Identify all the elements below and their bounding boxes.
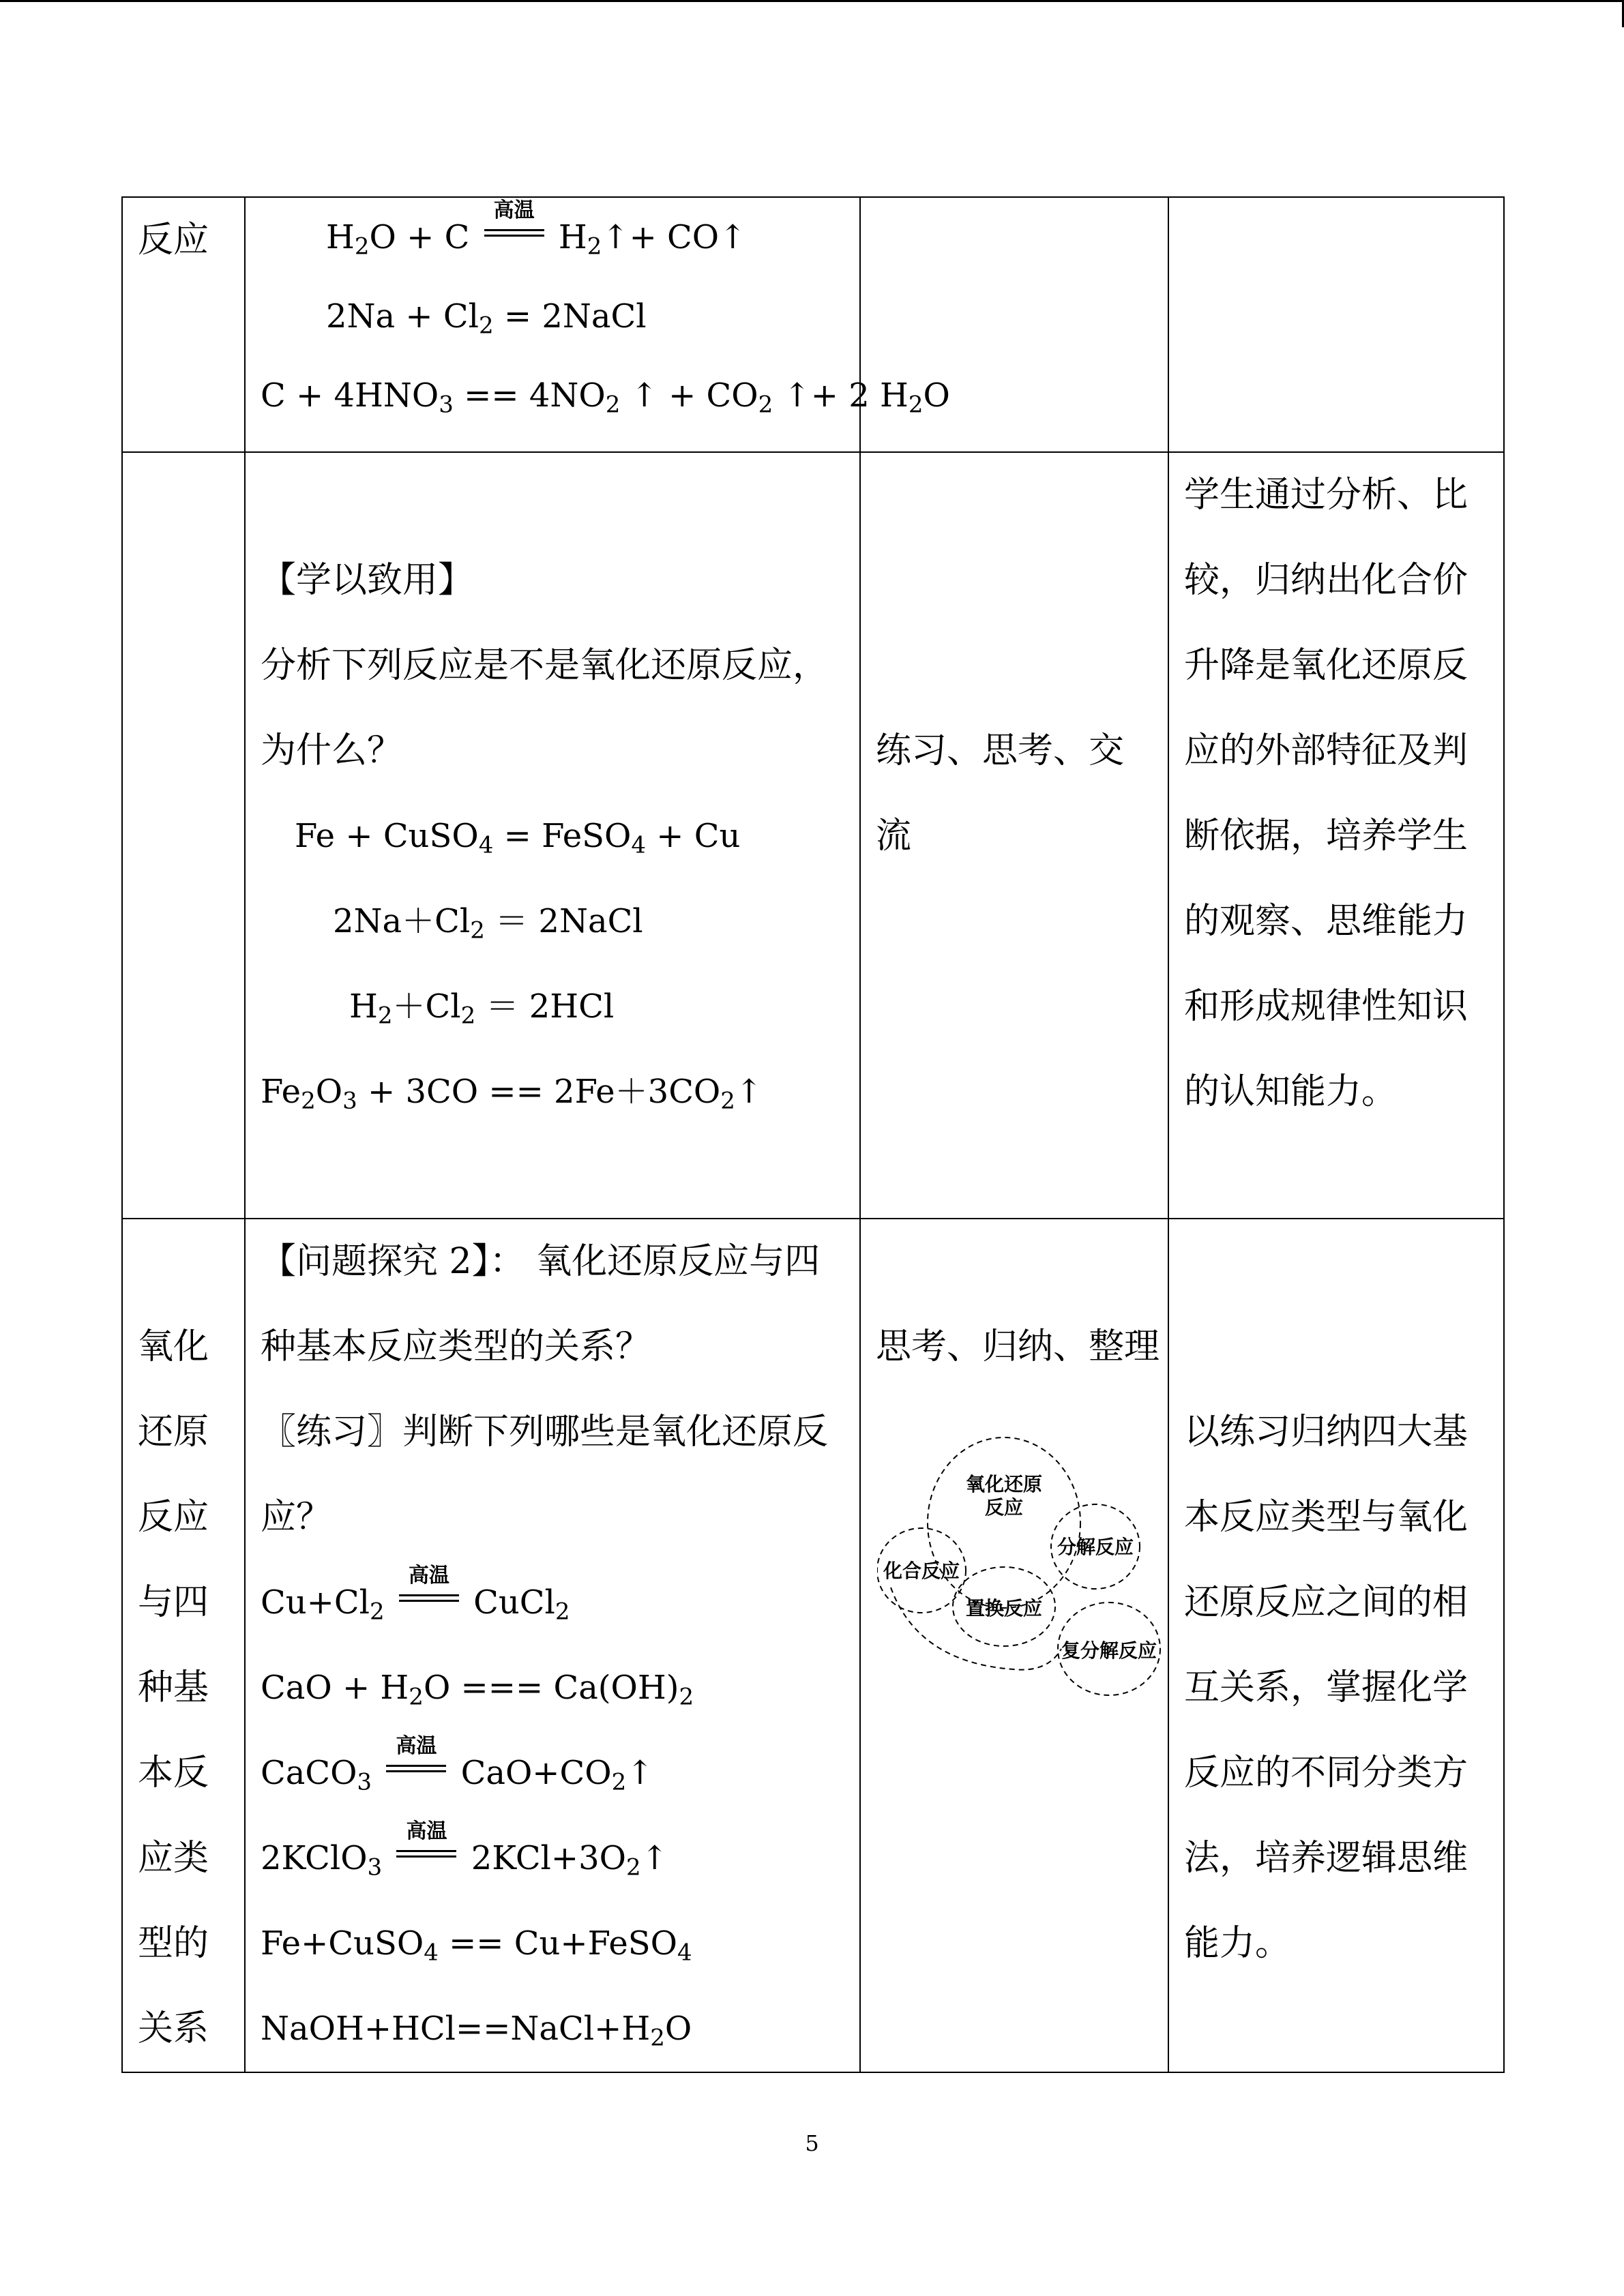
equation: $NaOH+HCl==NaCl+H_2O$ [261,2010,692,2052]
row3-col1 [122,1219,245,2072]
equation: $H_2O + C$ 高温 $H_2↑+$ CO↑ [326,198,747,260]
diagram-label-redox: 氧化还原 [965,1473,1043,1495]
reaction-type-diagram [876,1390,1161,1676]
row2-activity [860,452,1168,1219]
row1-equations [245,197,950,452]
row2-col1 [122,452,245,1219]
equation: CaO + $H_2O$ === $Ca(OH)_2$ [261,1669,694,1711]
high-temperature-condition: 高温 [395,1577,463,1617]
page-number: 5 [805,2130,819,2156]
row3-activity [860,1219,1168,2072]
intent-text: 以练习归纳四大基本反应类型与氧化还原反应之间的相互关系，掌握化学反应的不同分类方法，培养逻辑思维能力。 [1184,1412,1468,1964]
row2-content [245,452,860,1219]
diagram-label-double-decomposition: 复分解反应 [1061,1639,1157,1662]
section-heading: 【学以致用】 [261,560,474,601]
high-temperature-condition: 高温 [392,1832,460,1873]
row1-label: 反应 [138,220,209,260]
table-row [122,452,1504,1219]
table-row [122,197,1504,452]
row3-content [245,1219,860,2072]
activity-text: 思考、归纳、整理 [876,1326,1160,1367]
row3-intent [1168,1219,1504,2072]
row1-intent [1168,197,1504,452]
row2-intent [1168,452,1504,1219]
table-row [122,1219,1504,2072]
page-top-border [0,0,1624,2]
redox-circle [928,1437,1080,1608]
intent-text: 学生通过分析、比较，归纳出化合价升降是氧化还原反应的外部特征及判断依据，培养学生的观察、思维能力和形成规律性知识的认知能力。 [1184,475,1468,1112]
equation: $2Na + Cl_2$ = 2NaCl [326,297,647,340]
equation: Fe + CuSO$_4$ = FeSO$_4$ + Cu [295,817,741,859]
equation: 2KClO$_3$ 高温 $2KCl+3O_2↑$ [261,1819,668,1881]
equation: $C + 4HNO_3 == 4NO_2$ ↑ + $CO_2$ ↑+ 2 $H_2O$ [261,376,950,419]
diagram-label-redox: 反应 [984,1496,1024,1519]
venn-diagram [877,1417,1164,1717]
equation: Fe+CuSO$_4$ == Cu+FeSO$_4$ [261,1924,692,1967]
diagram-label-decomposition: 分解反应 [1057,1536,1134,1558]
exercise-text: 〖练习〗判断下列哪些是氧化还原反应？ [261,1412,829,1538]
equation: CaCO$_3$ 高温 $CaO+CO_2↑$ [261,1734,654,1796]
equation: $2Na+Cl_2$ ＝ 2NaCl [333,902,643,944]
diagram-label-combination: 化合反应 [883,1560,960,1582]
equation: $Cu+Cl_2$ 高温 CuCl$_2$ [261,1564,570,1626]
lesson-table [121,196,1505,2073]
high-temperature-condition: 高温 [480,211,548,252]
row1-col1 [122,197,245,452]
row3-label: 氧化还原反应与四种基本反应类型的关系 [138,1326,209,2049]
equation: $H_2+Cl_2 = 2HCl$ [349,987,615,1030]
question-text: 分析下列反应是不是氧化还原反应，为什么？ [261,645,829,771]
high-temperature-condition: 高温 [382,1747,450,1788]
activity-text: 练习、思考、交流 [876,730,1125,856]
section-heading: 【问题探究 2】： 氧化还原反应与四种基本反应类型的关系？ [261,1241,821,1367]
equation: $Fe_2O_3 + 3CO$ == $2Fe+3CO_2↑$ [261,1073,763,1115]
diagram-label-displacement: 置换反应 [965,1597,1043,1620]
